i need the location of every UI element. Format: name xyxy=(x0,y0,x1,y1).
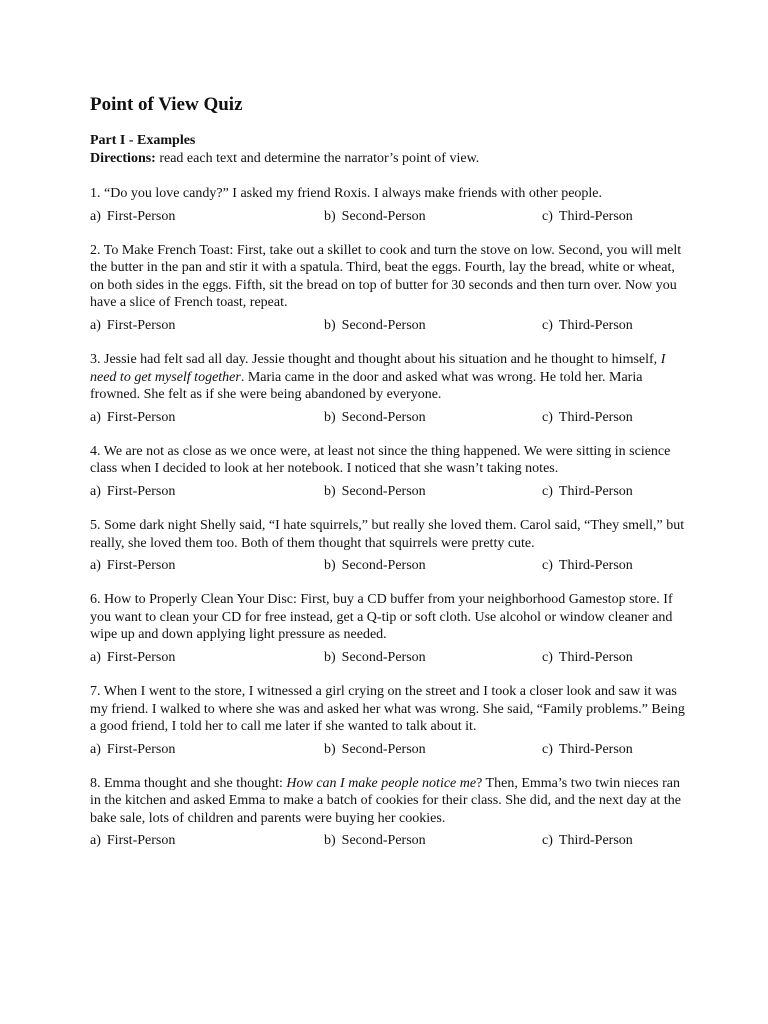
option-letter: c) xyxy=(542,649,553,665)
option-label: Third-Person xyxy=(558,649,633,665)
option-letter: b) xyxy=(324,317,336,333)
option-a[interactable] xyxy=(90,647,175,669)
option-letter: a) xyxy=(90,741,101,757)
option-letter: b) xyxy=(324,483,336,499)
option-b[interactable] xyxy=(324,647,426,669)
answer-options xyxy=(90,739,690,761)
option-letter: a) xyxy=(90,833,101,849)
option-letter: c) xyxy=(542,208,553,224)
option-letter: b) xyxy=(324,409,336,425)
answer-options xyxy=(90,555,690,577)
option-c[interactable] xyxy=(542,206,633,228)
answer-options xyxy=(90,647,690,669)
option-b[interactable] xyxy=(324,481,426,503)
question-text xyxy=(90,443,690,478)
question-text xyxy=(90,517,690,552)
option-label: Second-Person xyxy=(341,409,426,425)
option-a[interactable] xyxy=(90,555,175,577)
directions xyxy=(90,150,690,168)
option-letter: c) xyxy=(542,741,553,757)
option-label: First-Person xyxy=(106,833,176,849)
question-3 xyxy=(90,351,690,429)
question-text-segment: 3. Jessie had felt sad all day. Jessie thought and thought about his situation and he thought to himself, xyxy=(90,351,661,367)
question-text-segment: 4. We are not as close as we once were, at least not since the thing happened. We were sitting in science class when I decided to look at her notebook. I noticed that she wasn’t taking notes. xyxy=(90,443,671,477)
option-label: Third-Person xyxy=(558,741,633,757)
question-2 xyxy=(90,242,690,337)
question-text xyxy=(90,185,690,203)
option-a[interactable] xyxy=(90,481,175,503)
option-c[interactable] xyxy=(542,647,633,669)
question-text-segment: 7. When I went to the store, I witnessed a girl crying on the street and I took a closer look and saw it was my friend. I walked to where she was and asked her what was wrong. She said, “Family problems.” Being a good friend, I told her to call me later if she wanted to talk about it. xyxy=(90,683,685,735)
option-c[interactable] xyxy=(542,407,633,429)
page-title: Point of View Quiz xyxy=(90,94,243,115)
option-label: First-Person xyxy=(106,317,176,333)
question-text-italic: How can I make people notice me xyxy=(286,775,477,791)
option-label: Third-Person xyxy=(558,558,633,574)
question-5 xyxy=(90,517,690,577)
option-c[interactable] xyxy=(542,481,633,503)
option-a[interactable] xyxy=(90,206,175,228)
option-a[interactable] xyxy=(90,315,175,337)
option-letter: c) xyxy=(542,317,553,333)
option-letter: b) xyxy=(324,208,336,224)
option-b[interactable] xyxy=(324,830,426,852)
option-label: Second-Person xyxy=(341,208,426,224)
question-text-segment: 5. Some dark night Shelly said, “I hate squirrels,” but really she loved them. Carol said, “They smell,” but really, she loved them too. Both of them thought that squirrels were pretty cute. xyxy=(90,517,685,551)
option-label: First-Person xyxy=(106,409,176,425)
option-letter: c) xyxy=(542,833,553,849)
option-label: Second-Person xyxy=(341,317,426,333)
answer-options xyxy=(90,830,690,852)
option-a[interactable] xyxy=(90,739,175,761)
question-text xyxy=(90,242,690,312)
answer-options xyxy=(90,206,690,228)
question-text xyxy=(90,775,690,828)
option-a[interactable] xyxy=(90,830,175,852)
quiz-page xyxy=(90,92,690,866)
option-label: First-Person xyxy=(106,649,176,665)
answer-options xyxy=(90,481,690,503)
question-text-segment: 1. “Do you love candy?” I asked my friend Roxis. I always make friends with other people. xyxy=(90,186,603,201)
option-label: Third-Person xyxy=(558,409,633,425)
option-label: Second-Person xyxy=(341,649,426,665)
option-label: First-Person xyxy=(106,741,176,757)
directions-label: Directions: xyxy=(90,151,156,166)
option-letter: a) xyxy=(90,649,101,665)
option-letter: a) xyxy=(90,208,101,224)
option-label: Second-Person xyxy=(341,558,426,574)
question-text-segment: . Maria came in the door and asked what was wrong. He told her. Maria frowned. She felt as if she were being abandoned by everyone. xyxy=(90,369,643,403)
option-label: Second-Person xyxy=(341,741,426,757)
question-text-segment: 6. How to Properly Clean Your Disc: First, buy a CD buffer from your neighborhood Gamestop store. If you want to clean your CD for free instead, get a Q-tip or soft cloth. Use alcohol or window cleaner and wipe up and down applying light pressure as needed. xyxy=(90,592,673,643)
option-letter: c) xyxy=(542,483,553,499)
option-letter: b) xyxy=(324,649,336,665)
option-c[interactable] xyxy=(542,739,633,761)
option-letter: a) xyxy=(90,317,101,333)
option-label: Third-Person xyxy=(558,483,633,499)
option-b[interactable] xyxy=(324,206,426,228)
question-text-segment: ? Then, Emma’s two twin nieces ran in the kitchen and asked Emma to make a batch of cookies for their class. She did, and the next day at the bake sale, lots of children and parents were buying her cookies. xyxy=(90,775,681,826)
option-a[interactable] xyxy=(90,407,175,429)
option-label: Second-Person xyxy=(341,833,426,849)
option-letter: c) xyxy=(542,409,553,425)
option-letter: b) xyxy=(324,833,336,849)
option-label: Third-Person xyxy=(558,833,633,849)
question-text-segment: 8. Emma thought and she thought: xyxy=(90,775,287,791)
option-b[interactable] xyxy=(324,407,426,429)
question-text-italic: I need to get myself together xyxy=(90,351,666,385)
question-8 xyxy=(90,775,690,853)
option-b[interactable] xyxy=(324,315,426,337)
option-c[interactable] xyxy=(542,830,633,852)
option-c[interactable] xyxy=(542,315,633,337)
option-label: First-Person xyxy=(106,208,176,224)
directions-text: read each text and determine the narrator’s point of view. xyxy=(155,151,480,166)
option-b[interactable] xyxy=(324,739,426,761)
answer-options xyxy=(90,315,690,337)
option-letter: b) xyxy=(324,741,336,757)
option-letter: b) xyxy=(324,558,336,574)
option-label: Second-Person xyxy=(341,483,426,499)
question-text xyxy=(90,591,690,644)
option-label: First-Person xyxy=(106,483,176,499)
part-heading: Part I - Examples xyxy=(90,133,196,148)
option-b[interactable] xyxy=(324,555,426,577)
option-label: Third-Person xyxy=(558,317,633,333)
option-letter: a) xyxy=(90,409,101,425)
question-4 xyxy=(90,443,690,503)
option-letter: a) xyxy=(90,558,101,574)
option-label: Third-Person xyxy=(558,208,633,224)
question-text xyxy=(90,683,690,736)
question-1 xyxy=(90,185,690,228)
option-letter: c) xyxy=(542,558,553,574)
question-text xyxy=(90,351,690,404)
option-letter: a) xyxy=(90,483,101,499)
option-label: First-Person xyxy=(106,558,176,574)
question-7 xyxy=(90,683,690,761)
option-c[interactable] xyxy=(542,555,633,577)
question-6 xyxy=(90,591,690,669)
answer-options xyxy=(90,407,690,429)
question-text-segment: 2. To Make French Toast: First, take out a skillet to cook and turn the stove on low. Second, you will melt the butter in the pan and stir it with a spatula. Third, beat the eggs. Fourth, lay the bread, white or wheat, on both sides in the eggs. Fifth, sit the bread on top of butter for 30 seconds and then turn over. Now you have a slice of French toast, repeat. xyxy=(90,242,682,311)
